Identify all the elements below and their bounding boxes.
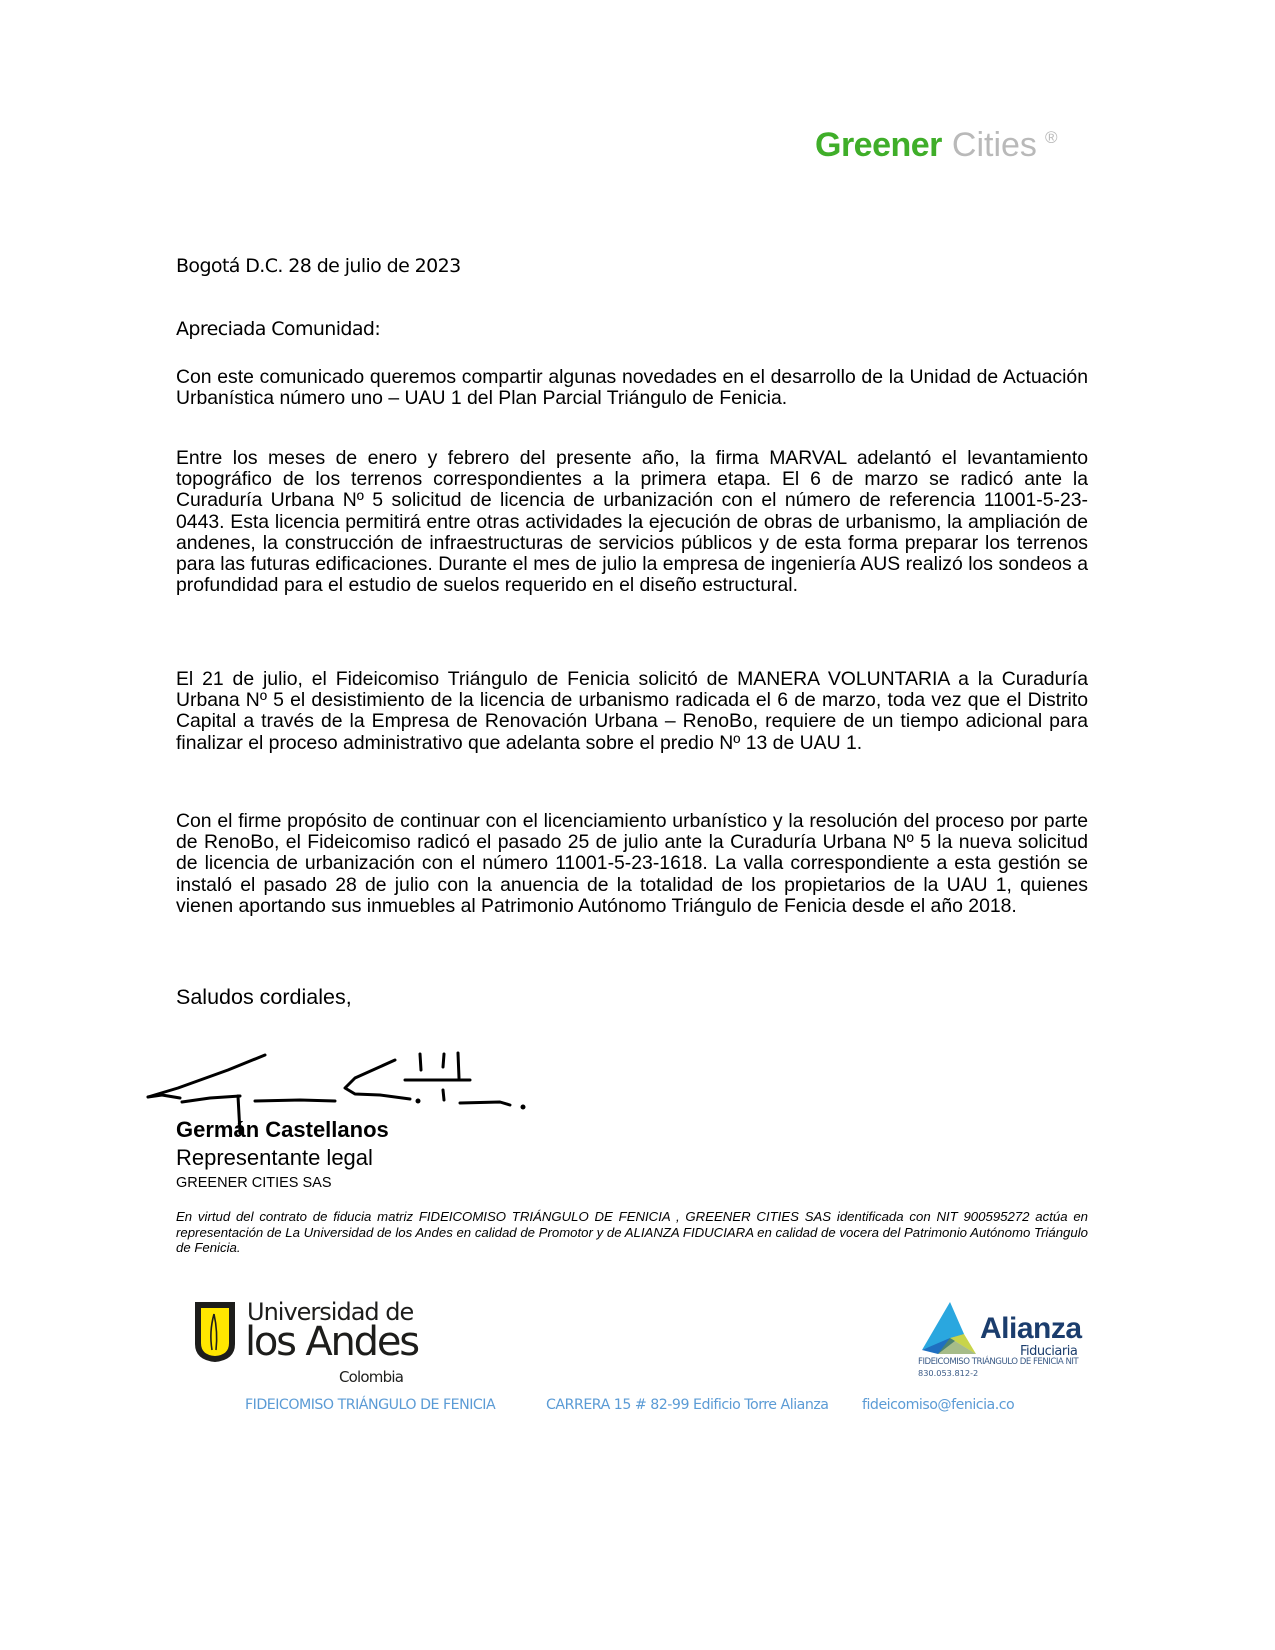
letter-date: Bogotá D.C. 28 de julio de 2023 [176, 255, 461, 277]
paragraph-3: El 21 de julio, el Fideicomiso Triángulo de Fenicia solicitó de MANERA VOLUNTARIA a la Curaduría Urbana Nº 5 el desistimiento de la licencia de urbanismo radicada el 6 de marzo, toda vez que el Distrito Capital a través de la Empresa de Renovación Urbana – RenoBo, requiere de un tiempo adicional para finalizar el proceso administrativo que adelanta sobre el predio Nº 13 de UAU 1. [176, 668, 1088, 754]
paragraph-2: Entre los meses de enero y febrero del presente año, la firma MARVAL adelantó el levantamiento topográfico de los terrenos correspondientes a la primera etapa. El 6 de marzo se radicó ante la Curaduría Urbana Nº 5 solicitud de licencia de urbanización con el número de referencia 11001-5-23-0443. Esta licencia permitirá entre otras actividades la ejecución de obras de urbanismo, la ampliación de andenes, la construcción de infraestructuras de servicios públicos y de esta forma preparar los terrenos para las futuras edificaciones. Durante el mes de julio la empresa de ingeniería AUS realizó los sondeos a profundidad para el estudio de suelos requerido en el diseño estructural. [176, 447, 1088, 597]
footer-entity: FIDEICOMISO TRIÁNGULO DE FENICIA [245, 1397, 496, 1413]
uandes-line-1: Universidad de [247, 1298, 414, 1326]
footer-address: CARRERA 15 # 82-99 Edificio Torre Alianza [546, 1397, 829, 1413]
greener-cities-logo [815, 126, 1057, 165]
logo-word-cities: Cities [951, 126, 1037, 164]
signatory-company: GREENER CITIES SAS [176, 1175, 332, 1191]
universidad-de-los-andes-logo [193, 1300, 423, 1390]
paragraph-4: Con el firme propósito de continuar con el licenciamiento urbanístico y la resolución del proceso por parte de RenoBo, el Fideicomiso radicó el pasado 25 de julio ante la Curaduría Urbana Nº 5 la nueva solicitud de licencia de urbanización con el número 11001-5-23-1618. La valla correspondiente a esta gestión se instaló el pasado 28 de julio con la anuencia de la totalidad de los propietarios de la UAU 1, quienes vienen aportando sus inmuebles al Patrimonio Autónomo Triángulo de Fenicia desde el año 2018. [176, 810, 1088, 917]
alianza-subtitle: Fiduciaria [1020, 1344, 1078, 1359]
logo-word-greener: Greener [815, 126, 942, 164]
closing-salutation: Saludos cordiales, [176, 985, 352, 1009]
alianza-triangle-icon [918, 1300, 982, 1358]
paragraph-1: Con este comunicado queremos compartir algunas novedades en el desarrollo de la Unidad de Actuación Urbanística número uno – UAU 1 del Plan Parcial Triángulo de Fenicia. [176, 366, 1088, 410]
uandes-line-3: Colombia [339, 1368, 404, 1386]
alianza-name: Alianza [980, 1312, 1082, 1345]
legal-footnote: En virtud del contrato de fiducia matriz FIDEICOMISO TRIÁNGULO DE FENICIA , GREENER CITIES SAS identificada con NIT 900595272 actúa en representación de La Universidad de los Andes en calidad de Promotor y de ALIANZA FIDUCIARA en calidad de vocera del Patrimonio Autónomo Triángulo de Fenicia. [176, 1209, 1088, 1256]
uandes-shield-icon [193, 1300, 237, 1364]
uandes-line-2: los Andes [245, 1319, 418, 1365]
alianza-nit-line-1: FIDEICOMISO TRIÁNGULO DE FENICIA NIT [918, 1357, 1079, 1367]
footer-email[interactable]: fideicomiso@fenicia.co [862, 1397, 1015, 1413]
alianza-nit-line-2: 830.053.812-2 [918, 1368, 979, 1378]
signatory-name: Germán Castellanos [176, 1117, 389, 1142]
signatory-role: Representante legal [176, 1145, 373, 1170]
alianza-fiduciaria-logo [918, 1300, 1098, 1380]
registered-mark: ® [1044, 128, 1058, 147]
letter-greeting: Apreciada Comunidad: [176, 318, 381, 340]
